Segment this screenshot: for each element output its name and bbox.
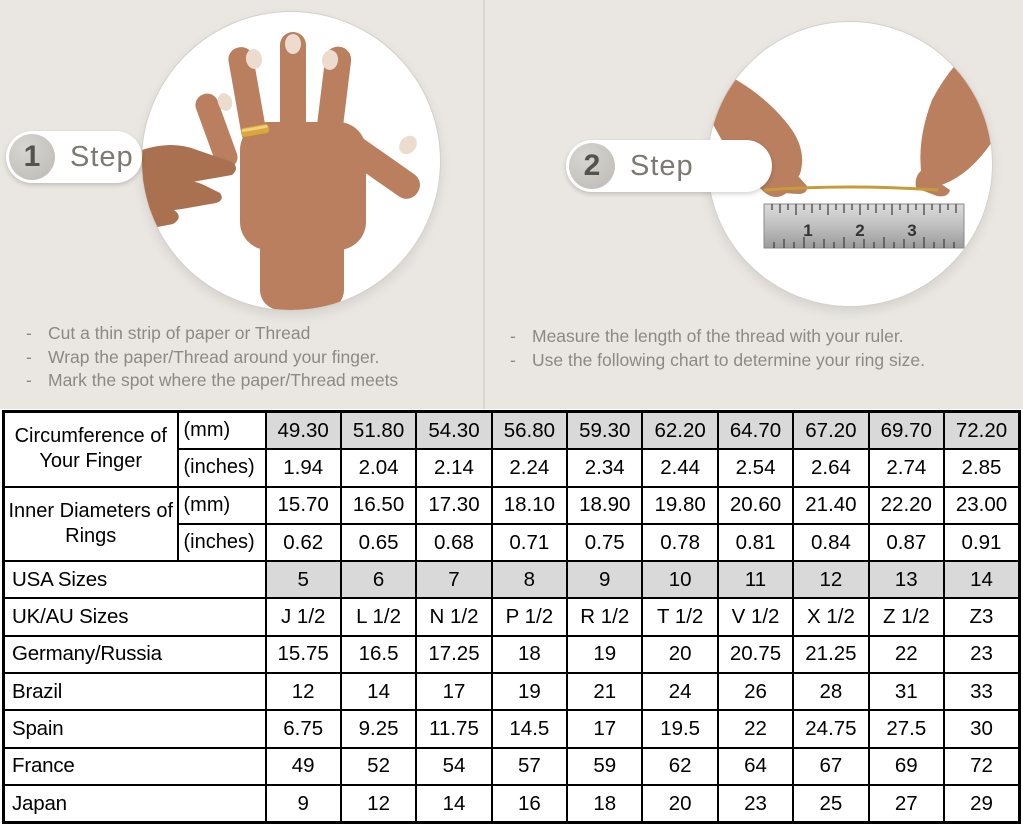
value-cell: 19 (492, 673, 567, 710)
thumb-nail (395, 132, 420, 158)
value-cell: N 1/2 (416, 598, 491, 635)
pointing-finger-2 (142, 177, 222, 211)
instruction-line (22, 369, 398, 393)
value-cell: 62.20 (642, 412, 717, 450)
value-cell: 20.75 (718, 636, 793, 673)
value-cell: P 1/2 (492, 598, 567, 635)
unit-cell: (inches) (178, 524, 266, 561)
value-cell: 20 (642, 785, 717, 823)
instruction-text: Measure the length of the thread with your ruler. (532, 326, 904, 346)
value-cell: 19 (567, 636, 642, 673)
value-cell: 13 (869, 561, 944, 598)
value-cell: 16.5 (341, 636, 416, 673)
table-row (4, 785, 1020, 823)
value-cell: 72 (944, 748, 1019, 785)
value-cell: J 1/2 (266, 598, 341, 635)
ring-size-table (2, 410, 1021, 824)
value-cell: 18 (567, 785, 642, 823)
value-cell: 9 (266, 785, 341, 823)
instruction-text: Use the following chart to determine your ring size. (532, 349, 925, 370)
value-cell: 28 (793, 673, 868, 710)
step-2-instructions (506, 325, 925, 372)
value-cell: 8 (492, 561, 567, 598)
row-label-cell: Japan (4, 785, 266, 823)
value-cell: 9.25 (341, 710, 416, 747)
value-cell: 59.30 (567, 412, 642, 450)
ruler-number-2: 2 (855, 221, 865, 240)
hand-with-ring-photo (142, 12, 440, 310)
value-cell: 14 (341, 673, 416, 710)
value-cell: 51.80 (341, 412, 416, 450)
measuring-thread (764, 187, 938, 190)
row-label-cell: Germany/Russia (4, 636, 266, 673)
value-cell: 2.64 (793, 449, 868, 486)
value-cell: 0.71 (492, 524, 567, 561)
table-row (4, 412, 1020, 450)
instruction-line (506, 349, 925, 373)
value-cell: 27.5 (869, 710, 944, 747)
hand-illustration (142, 12, 440, 310)
value-cell: 15.75 (266, 636, 341, 673)
value-cell: 49.30 (266, 412, 341, 450)
value-cell: 54.30 (416, 412, 491, 450)
value-cell: 64.70 (718, 412, 793, 450)
step-2-number: 2 (569, 143, 615, 189)
value-cell: 1.94 (266, 449, 341, 486)
value-cell: 17 (416, 673, 491, 710)
instruction-text: Cut a thin strip of paper or Thread (48, 323, 311, 343)
how-to-measure-section (0, 0, 1023, 409)
value-cell: 17.25 (416, 636, 491, 673)
value-cell: 11 (718, 561, 793, 598)
table-row (4, 487, 1020, 524)
value-cell: 24.75 (793, 710, 868, 747)
value-cell: 15.70 (266, 487, 341, 524)
value-cell: L 1/2 (341, 598, 416, 635)
bullet-dash: - (26, 346, 32, 367)
value-cell: Z3 (944, 598, 1019, 635)
value-cell: 21.40 (793, 487, 868, 524)
value-cell: 19.80 (642, 487, 717, 524)
value-cell: 0.78 (642, 524, 717, 561)
step-1-badge (6, 131, 142, 183)
value-cell: 64 (718, 748, 793, 785)
value-cell: 0.81 (718, 524, 793, 561)
value-cell: 23 (944, 636, 1019, 673)
value-cell: 16 (492, 785, 567, 823)
row-label-cell: France (4, 748, 266, 785)
instruction-line (22, 322, 398, 346)
size-table-body (4, 412, 1020, 823)
value-cell: 24 (642, 673, 717, 710)
value-cell: 30 (944, 710, 1019, 747)
value-cell: 31 (869, 673, 944, 710)
value-cell: 18 (492, 636, 567, 673)
right-hand-shape (920, 32, 992, 186)
step-1-number: 1 (9, 134, 55, 180)
value-cell: T 1/2 (642, 598, 717, 635)
table-row (4, 561, 1020, 598)
value-cell: 2.04 (341, 449, 416, 486)
bullet-dash: - (510, 326, 516, 346)
row-label-cell: UK/AU Sizes (4, 598, 266, 635)
group-label-cell: Circumference of Your Finger (4, 412, 178, 487)
value-cell: 17.30 (416, 487, 491, 524)
value-cell: 2.14 (416, 449, 491, 486)
value-cell: 11.75 (416, 710, 491, 747)
value-cell: 23.00 (944, 487, 1019, 524)
row-label-cell: Brazil (4, 673, 266, 710)
row-label-cell: USA Sizes (4, 561, 266, 598)
value-cell: 5 (266, 561, 341, 598)
unit-cell: (mm) (178, 487, 266, 524)
value-cell: 52 (341, 748, 416, 785)
value-cell: 57 (492, 748, 567, 785)
ring-size-chart-section (0, 410, 1023, 827)
value-cell: 33 (944, 673, 1019, 710)
value-cell: V 1/2 (718, 598, 793, 635)
unit-cell: (mm) (178, 412, 266, 450)
ruler-number-1: 1 (803, 221, 813, 240)
table-row (4, 673, 1020, 710)
value-cell: 10 (642, 561, 717, 598)
value-cell: 29 (944, 785, 1019, 823)
value-cell: 0.65 (341, 524, 416, 561)
value-cell: 56.80 (492, 412, 567, 450)
ruler-icon (764, 204, 964, 248)
value-cell: 26 (718, 673, 793, 710)
value-cell: 19.5 (642, 710, 717, 747)
table-row (4, 598, 1020, 635)
value-cell: 23 (718, 785, 793, 823)
value-cell: 6.75 (266, 710, 341, 747)
table-row (4, 748, 1020, 785)
table-row (4, 710, 1020, 747)
value-cell: 0.91 (944, 524, 1019, 561)
value-cell: 21 (567, 673, 642, 710)
value-cell: 69 (869, 748, 944, 785)
bullet-dash: - (26, 370, 32, 390)
value-cell: 54 (416, 748, 491, 785)
value-cell: 2.44 (642, 449, 717, 486)
value-cell: Z 1/2 (869, 598, 944, 635)
value-cell: 67.20 (793, 412, 868, 450)
value-cell: 0.62 (266, 524, 341, 561)
instruction-line (22, 346, 398, 370)
value-cell: 0.75 (567, 524, 642, 561)
value-cell: 27 (869, 785, 944, 823)
value-cell: X 1/2 (793, 598, 868, 635)
value-cell: 22.20 (869, 487, 944, 524)
instruction-text: Wrap the paper/Thread around your finger. (48, 346, 380, 367)
instruction-text: Mark the spot where the paper/Thread meets (48, 370, 399, 390)
ruler-number-3: 3 (907, 221, 917, 240)
middle-nail (285, 34, 301, 54)
value-cell: 2.34 (567, 449, 642, 486)
value-cell: 0.68 (416, 524, 491, 561)
value-cell: 12 (266, 673, 341, 710)
value-cell: 12 (341, 785, 416, 823)
value-cell: 7 (416, 561, 491, 598)
step-2-badge (566, 140, 772, 192)
value-cell: 20 (642, 636, 717, 673)
value-cell: 2.85 (944, 449, 1019, 486)
instruction-line (506, 325, 925, 349)
value-cell: 2.74 (869, 449, 944, 486)
value-cell: 6 (341, 561, 416, 598)
table-row (4, 636, 1020, 673)
step-2-label: Step (630, 149, 694, 182)
step-1-instructions (22, 322, 398, 393)
value-cell: 14 (416, 785, 491, 823)
bullet-dash: - (26, 323, 32, 343)
value-cell: 2.54 (718, 449, 793, 486)
value-cell: 18.10 (492, 487, 567, 524)
row-label-cell: Spain (4, 710, 266, 747)
step-1-label: Step (70, 140, 134, 173)
value-cell: 62 (642, 748, 717, 785)
section-divider (483, 0, 485, 409)
value-cell: 22 (718, 710, 793, 747)
value-cell: 12 (793, 561, 868, 598)
value-cell: 67 (793, 748, 868, 785)
value-cell: 14 (944, 561, 1019, 598)
value-cell: 9 (567, 561, 642, 598)
value-cell: 49 (266, 748, 341, 785)
value-cell: 0.87 (869, 524, 944, 561)
value-cell: 72.20 (944, 412, 1019, 450)
value-cell: 59 (567, 748, 642, 785)
group-label-cell: Inner Diameters of Rings (4, 487, 178, 562)
value-cell: 2.24 (492, 449, 567, 486)
value-cell: 21.25 (793, 636, 868, 673)
value-cell: 17 (567, 710, 642, 747)
value-cell: 18.90 (567, 487, 642, 524)
value-cell: 20.60 (718, 487, 793, 524)
value-cell: 22 (869, 636, 944, 673)
value-cell: 0.84 (793, 524, 868, 561)
value-cell: 16.50 (341, 487, 416, 524)
value-cell: R 1/2 (567, 598, 642, 635)
unit-cell: (inches) (178, 449, 266, 486)
value-cell: 14.5 (492, 710, 567, 747)
value-cell: 25 (793, 785, 868, 823)
bullet-dash: - (510, 349, 516, 370)
value-cell: 69.70 (869, 412, 944, 450)
